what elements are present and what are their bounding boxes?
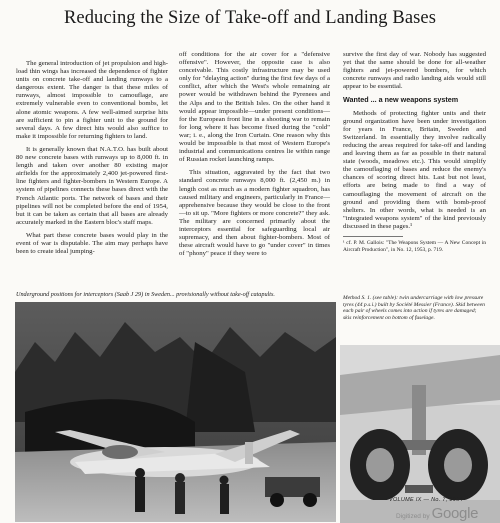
text-column-middle: [179, 51, 330, 263]
google-watermark: [396, 505, 478, 522]
footnote: [343, 236, 486, 253]
footnote-text: ¹ cf. P. M. Gallois: "The Weapons System — A New Concept in Aircraft Production", in No. 12, 1953, p. 719.: [343, 239, 486, 253]
watermark-prefix: Digitized by: [396, 513, 430, 520]
paragraph: The general introduction of jet propulsion and high-load thin wings has increased the dependence of fighter units on concrete take-off and landing runways to a dangerous extent. The danger is that these miles of runways, almost impossible to camouflage, are extremely vulnerable even to conventional bombs, let alone atomic weapons. A few well-aimed surprise hits are sufficient to pin a fighter unit to the ground for several days. A few direct hits would also suffice to make it impossible for returning fighters to land.: [16, 60, 168, 140]
paragraph: Methods of protecting fighter units and their ground organization have been under investigation for years in France, Britain, Sweden and Switzerland. In essentially they involve radically reducing the areas required for take-off and landing and leaving them as far as possible in their natural state (woods, meadows etc.). This would simplify the camouflaging of bases and reduce the enemy's chances of scoring direct hits. Last but not least, efforts are being made to find a way of camouflaging the movement of aircraft on the ground and providing them with bomb-proof shelters. In other words, what is needed is an "integrated weapons system" of the kind previously discussed in these pages.¹: [343, 109, 486, 230]
paragraph: This situation, aggravated by the fact that two standard concrete runways 8,000 ft. (2,450 m.) in length cost as much as a modern fighter squadron, has caused military and engineers, particularly in France—apprehensive because they would be close to the front—to sit up. "More fighters or more concrete?" they ask. The military are concerned primarily about the interceptors essential for safeguarding local air supremacy, and then about fighter-bombers. Most of these aircraft would have to go "under cover" in times of "phony" peace if they were to: [179, 169, 330, 258]
paragraph: survive the first day of war. Nobody has suggested yet that the same should be done for all-weather fighters and jet-powered bombers, for which concrete runways and radio landing aids would still appear to be essential.: [343, 51, 486, 91]
section-heading: Wanted ... a new weapons system: [343, 95, 459, 105]
article-title: Reducing the Size of Take-off and Landing Bases: [63, 8, 437, 28]
paragraph: It is generally known that N.A.T.O. has built about 80 new concrete bases with runways up to 8,000 ft. in length and taken over another 80 existing major airfields for the approximately 2,400 jet-powered first-line fighters and fighter-bombers in Western Europe. A system of pipelines connects these bases direct with the French Atlantic ports. The network of bases and their pipelines will not be completed before the end of 1954, but it can be taken as certain that all bases are already accurately marked in the Eastern bloc's staff maps.: [16, 145, 168, 226]
photo-caption-right: Method S. 1. (see table): twin undercarriage with low pressure tyres (44 p.s.i.) built by Société Messier (France). Skid between each pair of wheels comes into action if tyres are damaged; skis reinforcement on bottom of fuselage.: [343, 295, 485, 321]
issue-footer: VOLUME IX — No. 7, 1954: [389, 497, 463, 503]
paragraph: off conditions for the air cover for a "defensive offensive". However, the opposite case is also conceivable. This costly infrastructure may be used only for "delaying action" during the first few days of a conflict, after which the West's whole remaining air power would be withdrawn behind the Pyrenees and the Alps and to the British Isles. On the other hand it would appear impossible—under present conditions—for the European front line in a shooting war to remain for long where it has become fixed during the "cold" war; i. e., along the Iron Curtain. One reason why this would be impossible is that most of Western Europe's industrial and communications centres lie within range of Russian rocket launching ramps.: [179, 51, 330, 164]
text-column-right: [343, 51, 486, 253]
photo-underground-interceptors: [15, 302, 336, 522]
google-logo: Google: [431, 505, 479, 522]
paragraph: What part these concrete bases would play in the event of war is disputable. The aim may perhaps have been to create ideal jumping-: [16, 231, 168, 256]
photo-caption-left: Underground positions for interceptors (Saab J 29) in Sweden... provisionally without take-off catapults.: [16, 291, 275, 298]
hangar-scene-image: [15, 302, 336, 522]
text-column-left: [16, 60, 168, 261]
